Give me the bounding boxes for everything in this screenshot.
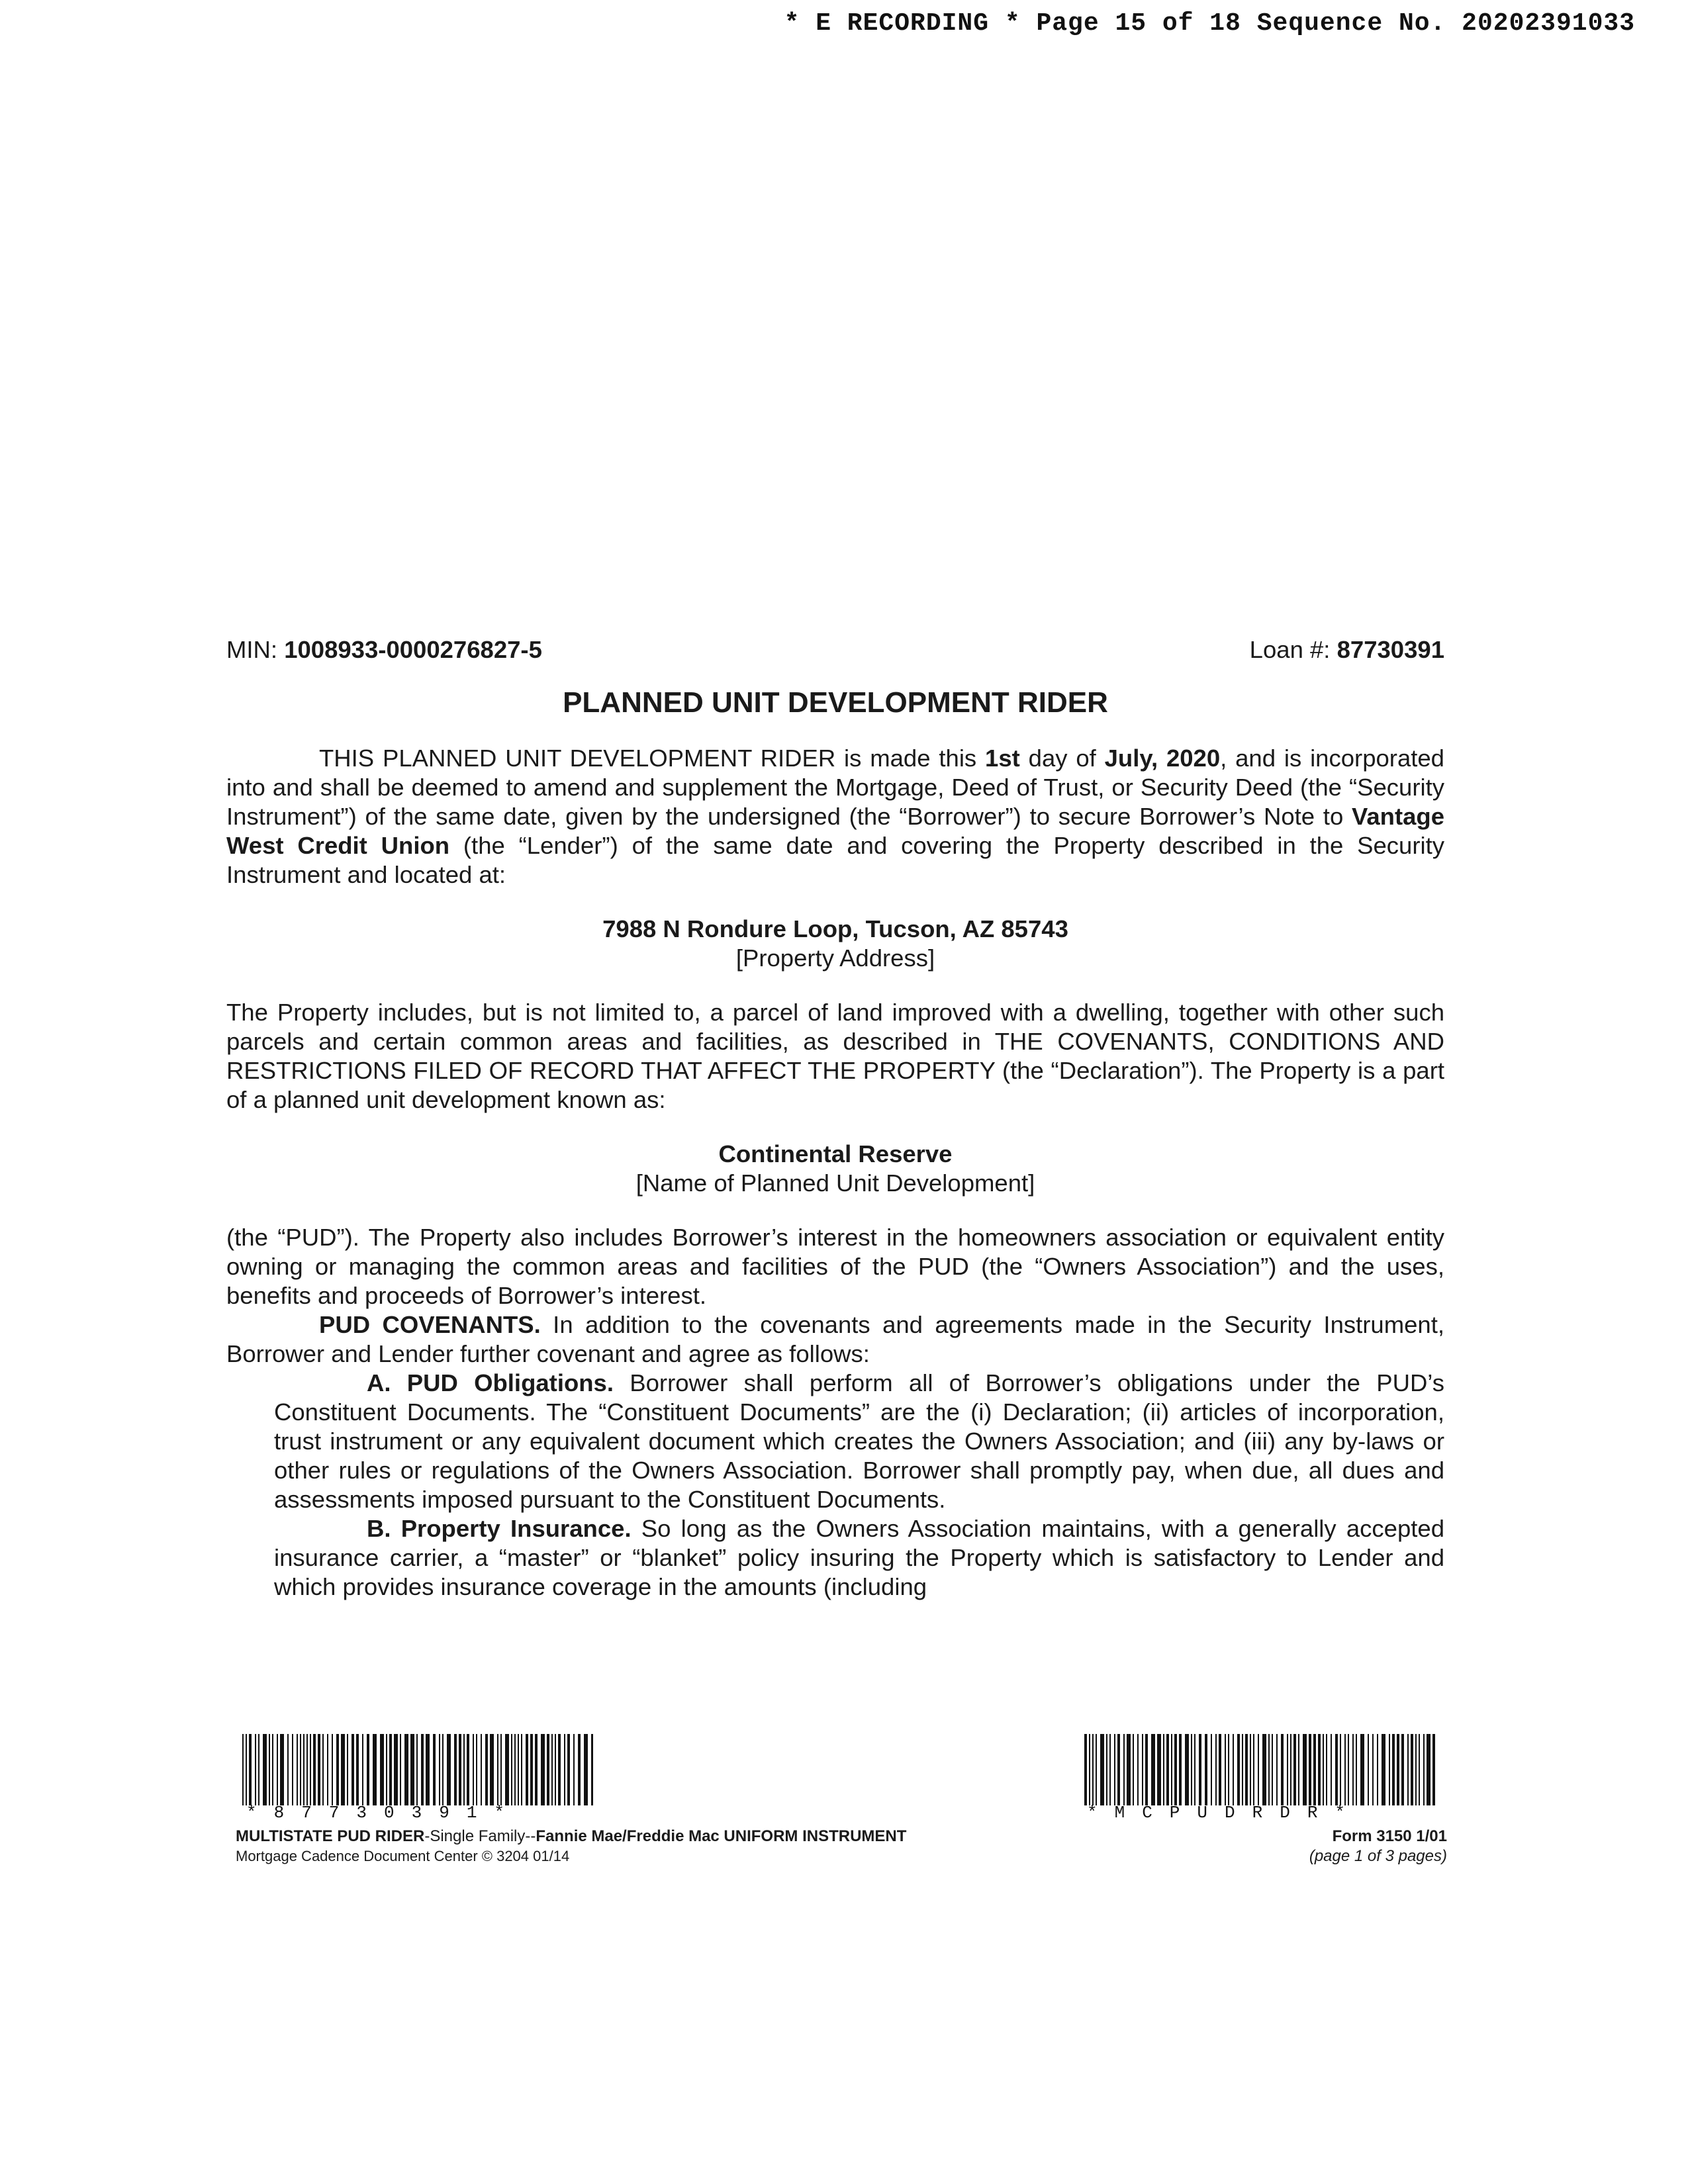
- covenants-heading: PUD COVENANTS.: [319, 1311, 541, 1338]
- pud-name-caption: [Name of Planned Unit Development]: [635, 1169, 1035, 1197]
- page-count: (page 1 of 3 pages): [1309, 1847, 1447, 1865]
- loan-label: Loan #:: [1249, 636, 1337, 663]
- form-footer-title: MULTISTATE PUD RIDER-Single Family--Fannie Mae/Freddie Mac UNIFORM INSTRUMENT: [236, 1827, 907, 1845]
- lender-name: Vantage West Credit Union: [226, 803, 1444, 859]
- property-address-caption: [Property Address]: [735, 944, 935, 972]
- min-label: MIN:: [226, 636, 285, 663]
- form-number: Form 3150 1/01: [1332, 1827, 1447, 1845]
- barcode-area: [236, 1734, 1447, 1840]
- min-number: [226, 635, 542, 664]
- rider-date: July, 2020: [1104, 745, 1221, 772]
- pud-name-block: [226, 1140, 1444, 1198]
- loan-number: [1250, 635, 1444, 664]
- intro-paragraph: THIS PLANNED UNIT DEVELOPMENT RIDER is made this 1st day of July, 2020, and is incorporated into and shall be deemed to amend and supplement the Mortgage, Deed of Trust, or Security Deed (the “Security Instrument”) of the same date, given by the undersigned (the “Borrower”) to secure Borrower’s Note to Vantage West Credit Union (the “Lender”) of the same date and covering the Property described in the Security Instrument and located at:: [226, 745, 1445, 888]
- property-address-block: [226, 915, 1444, 973]
- form-source: Mortgage Cadence Document Center © 3204 01/14: [236, 1848, 570, 1864]
- loan-barcode: [242, 1734, 593, 1805]
- covenants-paragraph: PUD COVENANTS. In addition to the covenants and agreements made in the Security Instrument, Borrower and Lender further covenant and agree as follows:: [226, 1311, 1445, 1367]
- form-footer: [236, 1827, 1447, 1866]
- document-title: PLANNED UNIT DEVELOPMENT RIDER: [563, 686, 1108, 719]
- form-barcode-text: *MCPUDRDR*: [1087, 1803, 1363, 1823]
- property-address: 7988 N Rondure Loop, Tucson, AZ 85743: [602, 915, 1068, 942]
- section-a-heading: A. PUD Obligations.: [367, 1369, 614, 1396]
- pud-paragraph: (the “PUD”). The Property also includes Borrower’s interest in the homeowners association or equivalent entity owning or managing the common areas and facilities of the PUD (the “Owners Association”) and the uses, benefits and proceeds of Borrower’s interest.: [226, 1224, 1444, 1309]
- min-value: 1008933-0000276827-5: [284, 636, 542, 663]
- document-body: [226, 635, 1444, 1602]
- section-b: B. Property Insurance. So long as the Owners Association maintains, with a generally accepted insurance carrier, a “master” or “blanket” policy insuring the Property which is satisfactory to Lender and which provides insurance coverage in the amounts (including: [274, 1515, 1444, 1600]
- header-ids: [226, 635, 1444, 664]
- recording-stamp: * E RECORDING * Page 15 of 18 Sequence No. 20202391033: [784, 9, 1635, 38]
- section-a: A. PUD Obligations. Borrower shall perform all of Borrower’s obligations under the PUD’s Constituent Documents. The “Constituent Documents” are the (i) Declaration; (ii) articles of incorporation, trust instrument or any equivalent document which creates the Owners Association; and (iii) any by-laws or other rules or regulations of the Owners Association. Borrower shall promptly pay, when due, all dues and assessments imposed pursuant to the Constituent Documents.: [274, 1369, 1444, 1513]
- loan-value: 87730391: [1336, 636, 1444, 663]
- property-paragraph: The Property includes, but is not limited to, a parcel of land improved with a dwelling, together with other such parcels and certain common areas and facilities, as described in THE COVENANTS, CONDITIONS AND RESTRICTIONS FILED OF RECORD THAT AFFECT THE PROPERTY (the “Declaration”). The Property is a part of a planned unit development known as:: [226, 999, 1444, 1113]
- rider-day: 1st: [985, 745, 1020, 772]
- section-b-heading: B. Property Insurance.: [367, 1515, 632, 1542]
- pud-name: Continental Reserve: [718, 1140, 953, 1167]
- form-barcode: [1084, 1734, 1435, 1805]
- loan-barcode-text: *87730391*: [246, 1803, 522, 1823]
